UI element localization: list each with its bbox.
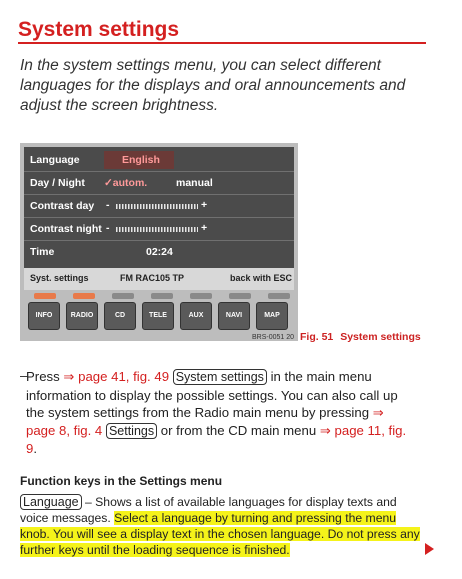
led-indicator bbox=[190, 293, 212, 299]
title-rule bbox=[18, 42, 426, 44]
minus-sign: - bbox=[106, 222, 110, 234]
page-ref-link[interactable]: ⇒ page 8, fig. 4 bbox=[26, 405, 384, 438]
figure-label: Fig. 51 bbox=[300, 331, 334, 343]
plus-sign: + bbox=[201, 222, 208, 234]
device-figure bbox=[20, 143, 298, 341]
led-indicator bbox=[229, 293, 251, 299]
row-value-2: manual bbox=[176, 177, 213, 189]
aux-button[interactable]: AUX bbox=[180, 302, 212, 330]
press-text: Press bbox=[26, 369, 60, 384]
row-time bbox=[24, 241, 294, 263]
status-mid: FM RAC105 TP bbox=[120, 273, 185, 283]
row-label: Time bbox=[30, 246, 55, 258]
tele-button[interactable]: TELE bbox=[142, 302, 174, 330]
row-label: Contrast night bbox=[30, 223, 102, 235]
row-day-night bbox=[24, 172, 294, 194]
led-indicator bbox=[112, 293, 134, 299]
status-bar bbox=[24, 268, 294, 290]
settings-key: Settings bbox=[106, 423, 157, 439]
instruction-paragraph bbox=[26, 368, 416, 458]
figure-caption bbox=[300, 331, 421, 343]
figure-code: BRS-0051 20 bbox=[252, 334, 295, 341]
instruction-text: in the main menu information to display the possible settings. You can also call up the system settings from the Radio main menu by pressing bbox=[26, 369, 398, 420]
led-indicator bbox=[268, 293, 290, 299]
next-page-arrow-icon[interactable] bbox=[425, 543, 434, 555]
intro-text: In the system settings menu, you can select different languages for the displays and oral announcements and adjust the screen brightness. bbox=[20, 57, 406, 114]
row-label: Day / Night bbox=[30, 177, 85, 189]
hardware-buttons bbox=[24, 302, 294, 330]
instruction-text: . bbox=[33, 441, 38, 456]
row-language bbox=[24, 149, 294, 171]
list-dash: – bbox=[20, 368, 28, 383]
instruction-text: or from the CD main menu bbox=[160, 422, 317, 438]
led-indicator bbox=[34, 293, 56, 299]
page-title: System settings bbox=[18, 18, 180, 41]
language-key: Language bbox=[20, 494, 82, 510]
page-ref-link[interactable]: ⇒ page 41, fig. 49 bbox=[63, 369, 170, 384]
navi-button[interactable]: NAVI bbox=[218, 302, 250, 330]
section-heading: Function keys in the Settings menu bbox=[20, 474, 223, 488]
row-value: English bbox=[122, 154, 160, 166]
function-key-paragraph bbox=[20, 494, 425, 558]
cd-button[interactable]: CD bbox=[104, 302, 136, 330]
plus-sign: + bbox=[201, 199, 208, 211]
status-right: back with ESC bbox=[230, 273, 293, 283]
info-button[interactable]: INFO bbox=[28, 302, 60, 330]
page-ref-link[interactable]: ⇒ page 11, fig. 9 bbox=[26, 422, 407, 456]
row-value: ✓autom. bbox=[104, 177, 148, 189]
minus-sign: - bbox=[106, 199, 110, 211]
status-left: Syst. settings bbox=[30, 273, 89, 283]
figure-caption-text: System settings bbox=[340, 331, 421, 343]
row-label: Contrast day bbox=[30, 200, 95, 212]
device-screen bbox=[24, 147, 294, 290]
map-button[interactable]: MAP bbox=[256, 302, 288, 330]
highlighted-text: Select a language by turning and pressing the menu knob. You will see a display text in the chosen language. Do not press any further keys until the loading sequence is finished. bbox=[20, 511, 420, 557]
contrast-night-bar bbox=[116, 227, 198, 232]
system-settings-key: System settings bbox=[173, 369, 267, 385]
function-key-text: – Shows a list of available languages for display texts and voice messages. bbox=[20, 495, 397, 525]
led-indicator bbox=[151, 293, 173, 299]
contrast-day-bar bbox=[116, 204, 198, 209]
led-indicator bbox=[73, 293, 95, 299]
row-contrast-night bbox=[24, 218, 294, 240]
row-label: Language bbox=[30, 154, 80, 166]
radio-button[interactable]: RADIO bbox=[66, 302, 98, 330]
row-contrast-day bbox=[24, 195, 294, 217]
row-value: 02:24 bbox=[146, 246, 173, 258]
